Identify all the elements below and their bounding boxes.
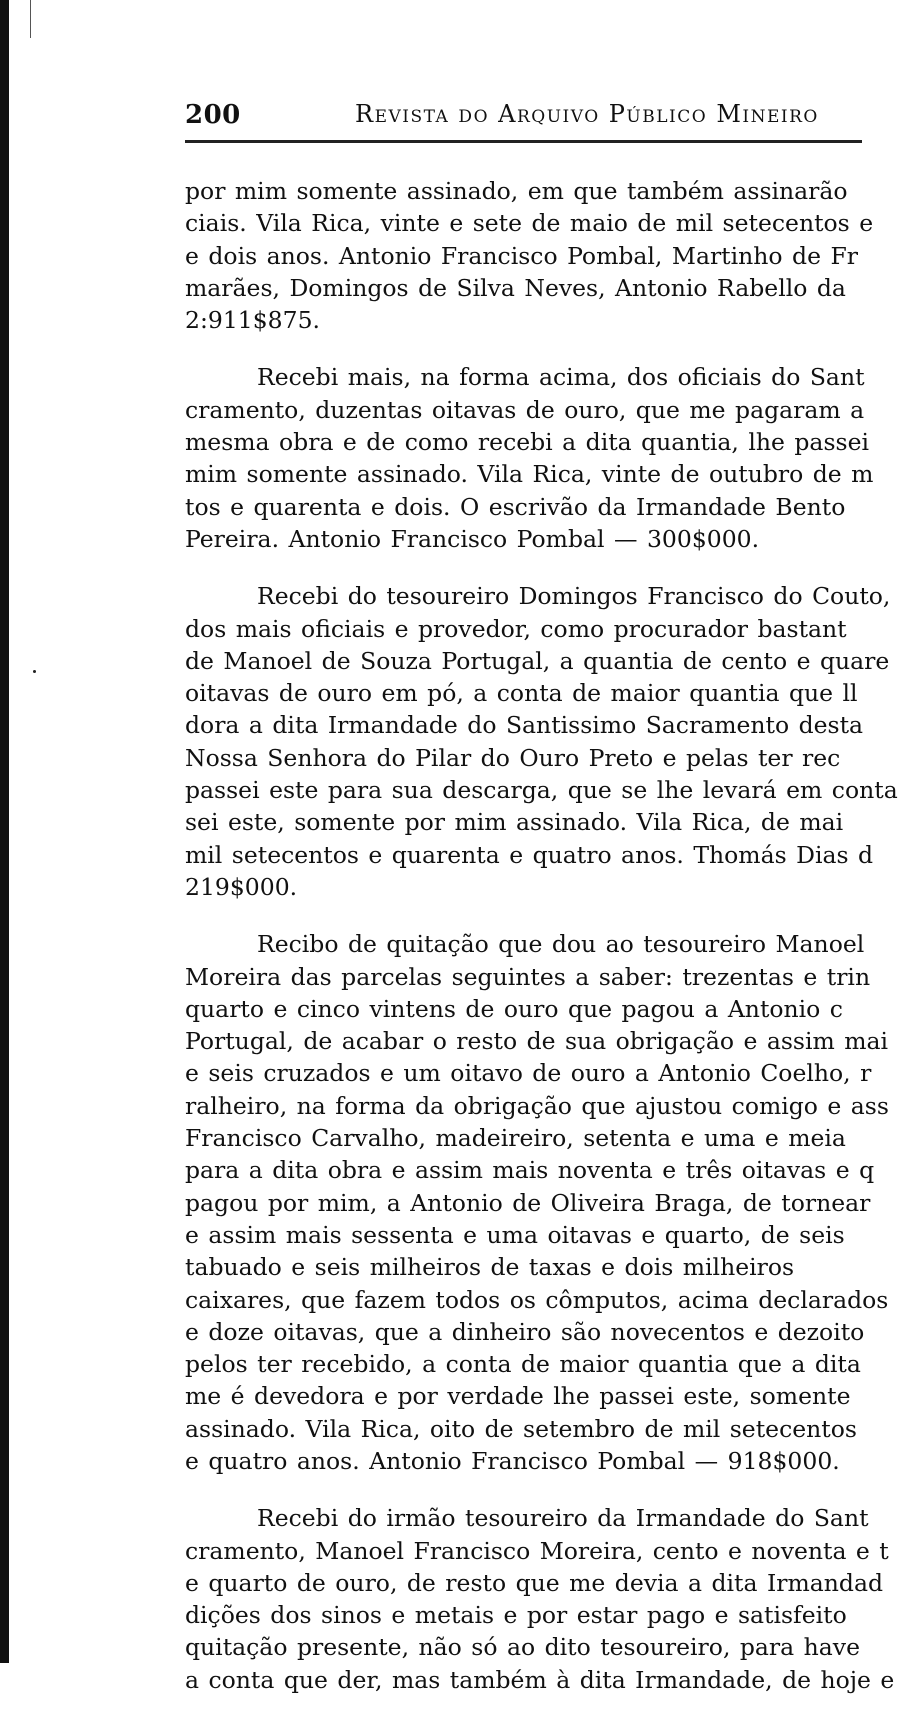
- text-line: caixares, que fazem todos os cômputos, acima declarados: [185, 1285, 889, 1314]
- text-line: mesma obra e de como recebi a dita quantia, lhe passei: [185, 428, 869, 457]
- text-line: Portugal, de acabar o resto de sua obrigação e assim mai: [185, 1027, 889, 1056]
- running-title: Revista do Arquivo Público Mineiro: [355, 100, 819, 128]
- text-line: ralheiro, na forma da obrigação que ajustou comigo e ass: [185, 1091, 889, 1120]
- text-line: Recebi mais, na forma acima, dos oficiais do Sant: [257, 363, 865, 392]
- page-header: [185, 100, 862, 140]
- text-line: cramento, Manoel Francisco Moreira, cento e noventa e t: [185, 1536, 889, 1565]
- paragraph: [185, 361, 874, 555]
- paragraph: [185, 175, 874, 336]
- text-line: quitação presente, não só ao dito tesoureiro, para have: [185, 1633, 860, 1662]
- text-line: pelos ter recebido, a conta de maior quantia que a dita: [185, 1350, 861, 1379]
- text-line: dora a dita Irmandade do Santissimo Sacramento desta: [185, 711, 864, 740]
- text-line: e quatro anos. Antonio Francisco Pombal — 918$000.: [185, 1446, 840, 1475]
- scan-speck: [33, 670, 36, 673]
- text-line: Recebi do irmão tesoureiro da Irmandade do Sant: [257, 1504, 869, 1533]
- text-line: e quarto de ouro, de resto que me devia a dita Irmandad: [185, 1568, 884, 1597]
- text-line: para a dita obra e assim mais noventa e três oitavas e q: [185, 1156, 875, 1185]
- text-line: Moreira das parcelas seguintes a saber: trezentas e trin: [185, 962, 871, 991]
- text-line: mil setecentos e quarenta e quatro anos. Thomás Dias d: [185, 840, 874, 869]
- text-line: e doze oitavas, que a dinheiro são novecentos e dezoito: [185, 1317, 865, 1346]
- text-line: Nossa Senhora do Pilar do Ouro Preto e pelas ter rec: [185, 743, 841, 772]
- text-line: cramento, duzentas oitavas de ouro, que me pagaram a: [185, 395, 865, 424]
- text-line: 219$000.: [185, 872, 298, 901]
- scan-margin-mark: [30, 0, 31, 38]
- page-left-edge: [0, 0, 9, 1663]
- paragraph: [185, 580, 898, 903]
- text-line: e assim mais sessenta e uma oitavas e quarto, de seis: [185, 1220, 845, 1249]
- text-line: Recibo de quitação que dou ao tesoureiro Manoel: [257, 930, 865, 959]
- text-line: tabuado e seis milheiros de taxas e dois milheiros: [185, 1253, 795, 1282]
- page-number: 200: [185, 100, 241, 130]
- paragraph: [185, 1502, 895, 1696]
- text-line: quarto e cinco vintens de ouro que pagou a Antonio c: [185, 994, 843, 1023]
- body-text: [185, 175, 898, 1721]
- document-page: [185, 0, 898, 1694]
- text-line: 2:911$875.: [185, 306, 320, 335]
- text-line: e dois anos. Antonio Francisco Pombal, Martinho de Fr: [185, 241, 858, 270]
- text-line: sei este, somente por mim assinado. Vila Rica, de mai: [185, 808, 844, 837]
- text-line: marães, Domingos de Silva Neves, Antonio Rabello da: [185, 273, 846, 302]
- text-line: Pereira. Antonio Francisco Pombal — 300$000.: [185, 524, 760, 553]
- paragraph: [185, 928, 889, 1477]
- text-line: tos e quarenta e dois. O escrivão da Irmandade Bento: [185, 492, 846, 521]
- text-line: oitavas de ouro em pó, a conta de maior quantia que ll: [185, 679, 858, 708]
- text-line: mim somente assinado. Vila Rica, vinte de outubro de m: [185, 460, 874, 489]
- text-line: de Manoel de Souza Portugal, a quantia de cento e quare: [185, 646, 890, 675]
- text-line: assinado. Vila Rica, oito de setembro de mil setecentos: [185, 1414, 857, 1443]
- text-line: ciais. Vila Rica, vinte e sete de maio de mil setecentos e: [185, 209, 874, 238]
- text-line: por mim somente assinado, em que também assinarão: [185, 177, 848, 205]
- text-line: a conta que der, mas também à dita Irmandade, de hoje e: [185, 1665, 895, 1694]
- text-line: Francisco Carvalho, madeireiro, setenta e uma e meia: [185, 1124, 846, 1153]
- text-line: passei este para sua descarga, que se lhe levará em conta: [185, 776, 898, 805]
- text-line: e seis cruzados e um oitavo de ouro a Antonio Coelho, r: [185, 1059, 872, 1088]
- text-line: dições dos sinos e metais e por estar pago e satisfeito: [185, 1601, 847, 1630]
- text-line: dos mais oficiais e provedor, como procurador bastant: [185, 614, 847, 643]
- text-line: Recebi do tesoureiro Domingos Francisco do Couto,: [257, 582, 891, 611]
- header-rule: [185, 140, 862, 143]
- text-line: me é devedora e por verdade lhe passei este, somente: [185, 1382, 851, 1411]
- text-line: pagou por mim, a Antonio de Oliveira Braga, de tornear: [185, 1188, 871, 1217]
